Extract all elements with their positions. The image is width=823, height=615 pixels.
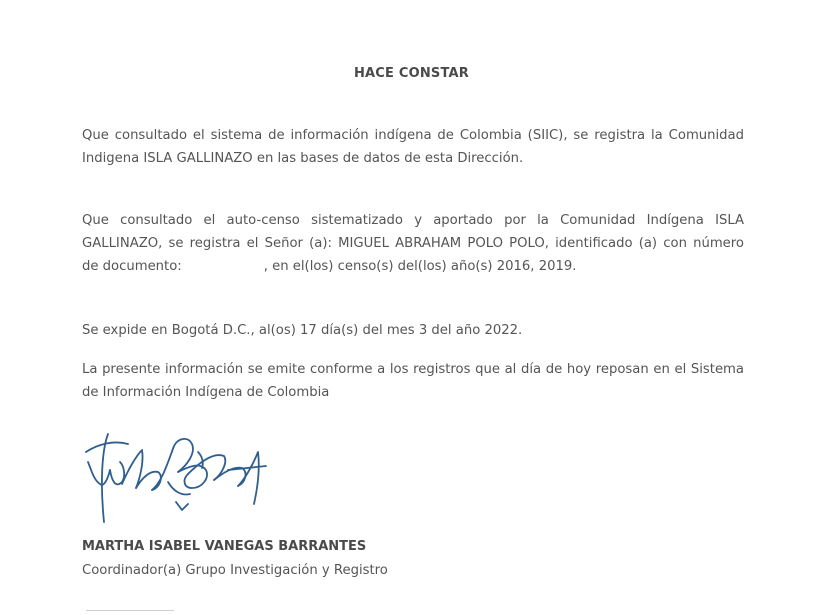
document-heading: HACE CONSTAR xyxy=(353,66,470,81)
paragraph-line: La presente información se emite conforme a los registros que al día de hoy reposan en el Sistema xyxy=(82,362,744,377)
paragraph-line: Indigena ISLA GALLINAZO en las bases de datos de esta Dirección. xyxy=(82,151,524,166)
footer-divider xyxy=(86,610,174,614)
handwritten-signature xyxy=(78,422,278,532)
paragraph-line: Se expide en Bogotá D.C., al(os) 17 día(s) del mes 3 del año 2022. xyxy=(82,323,523,338)
paragraph-line: Que consultado el auto-censo sistematizado y aportado por la Comunidad Indígena ISLA xyxy=(82,213,744,228)
paragraph-records-notice xyxy=(82,358,744,404)
document-number-label: de documento: xyxy=(82,259,182,274)
paragraph-line: Que consultado el sistema de información indígena de Colombia (SIIC), se registra la Comunidad xyxy=(82,128,744,143)
paragraph-line: GALLINAZO, se registra el Señor (a): MIGUEL ABRAHAM POLO POLO, identificado (a) con número xyxy=(82,236,744,251)
census-years-text: , en el(los) censo(s) del(los) año(s) 2016, 2019. xyxy=(263,259,577,274)
paragraph-siic-registration xyxy=(82,124,744,170)
paragraph-issue-date xyxy=(82,319,744,342)
signer-name: MARTHA ISABEL VANEGAS BARRANTES xyxy=(82,539,367,554)
paragraph-line xyxy=(82,255,744,278)
signer-role: Coordinador(a) Grupo Investigación y Registro xyxy=(82,563,388,578)
paragraph-line: de Información Indígena de Colombia xyxy=(82,385,330,400)
paragraph-census-registration xyxy=(82,209,744,278)
